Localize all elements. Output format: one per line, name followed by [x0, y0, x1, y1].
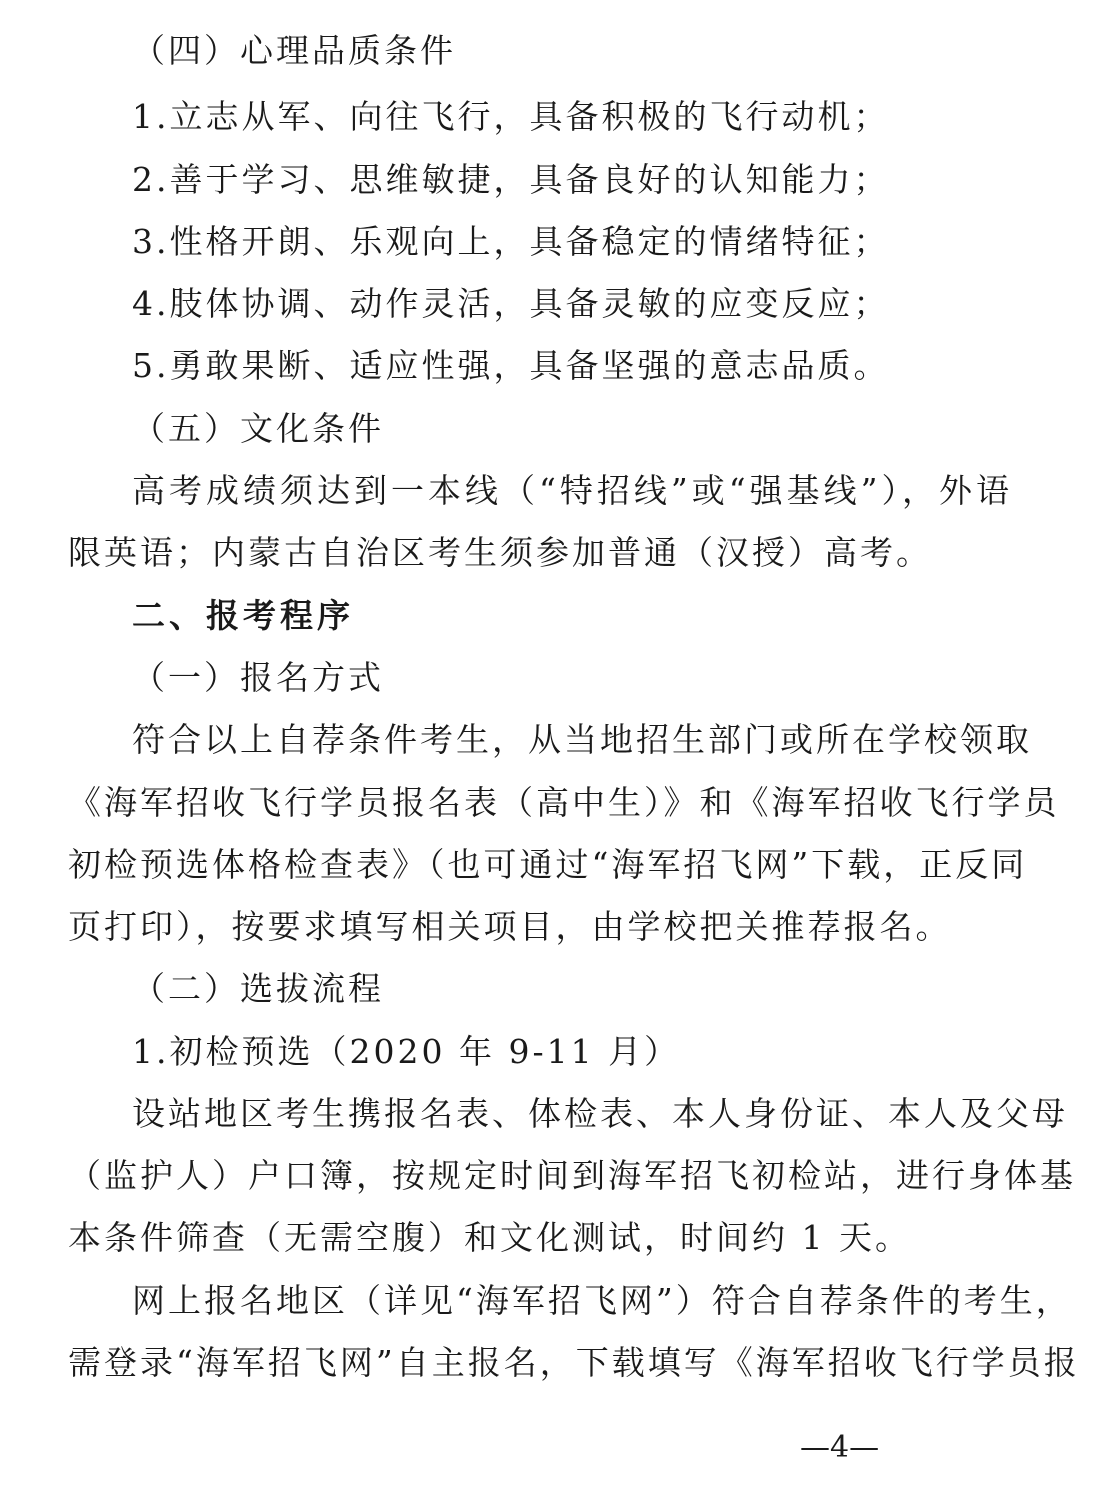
subheading-cultural-conditions: （五）文化条件 — [132, 409, 384, 448]
section-heading-application-procedure: 二、报考程序 — [132, 596, 354, 635]
subheading-initial-screening: 1.初检预选（2020 年 9-11 月） — [132, 1032, 681, 1071]
subheading-psychological-conditions: （四）心理品质条件 — [132, 31, 456, 70]
list-item-2: 2.善于学习、思维敏捷，具备良好的认知能力； — [132, 160, 890, 199]
subheading-selection-process: （二）选拔流程 — [132, 969, 384, 1008]
paragraph-line: 网上报名地区（详见“海军招飞网”）符合自荐条件的考生， — [132, 1281, 1072, 1320]
paragraph-line: 需登录“海军招飞网”自主报名，下载填写《海军招收飞行学员报 — [68, 1343, 1080, 1382]
list-item-4: 4.肢体协调、动作灵活，具备灵敏的应变反应； — [132, 284, 890, 323]
paragraph-line: 页打印），按要求填写相关项目，由学校把关推荐报名。 — [68, 907, 952, 946]
page-number: —4— — [800, 1430, 880, 1465]
paragraph-line: 限英语；内蒙古自治区考生须参加普通（汉授）高考。 — [68, 533, 932, 572]
paragraph-line: 初检预选体格检查表》（也可通过“海军招飞网”下载，正反同 — [68, 845, 1028, 884]
paragraph-line: 高考成绩须达到一本线（“特招线”或“强基线”），外语 — [132, 471, 1012, 510]
list-item-1: 1.立志从军、向往飞行，具备积极的飞行动机； — [132, 97, 890, 136]
paragraph-line: 符合以上自荐条件考生，从当地招生部门或所在学校领取 — [132, 720, 1032, 759]
paragraph-line: 本条件筛查（无需空腹）和文化测试，时间约 1 天。 — [68, 1218, 911, 1257]
list-item-5: 5.勇敢果断、适应性强，具备坚强的意志品质。 — [132, 346, 890, 385]
paragraph-line: 设站地区考生携报名表、体检表、本人身份证、本人及父母 — [132, 1094, 1068, 1133]
subheading-registration-method: （一）报名方式 — [132, 658, 384, 697]
paragraph-line: 《海军招收飞行学员报名表（高中生）》和《海军招收飞行学员 — [68, 783, 1060, 822]
list-item-3: 3.性格开朗、乐观向上，具备稳定的情绪特征； — [132, 222, 890, 261]
paragraph-line: （监护人）户口簿，按规定时间到海军招飞初检站，进行身体基 — [68, 1156, 1076, 1195]
